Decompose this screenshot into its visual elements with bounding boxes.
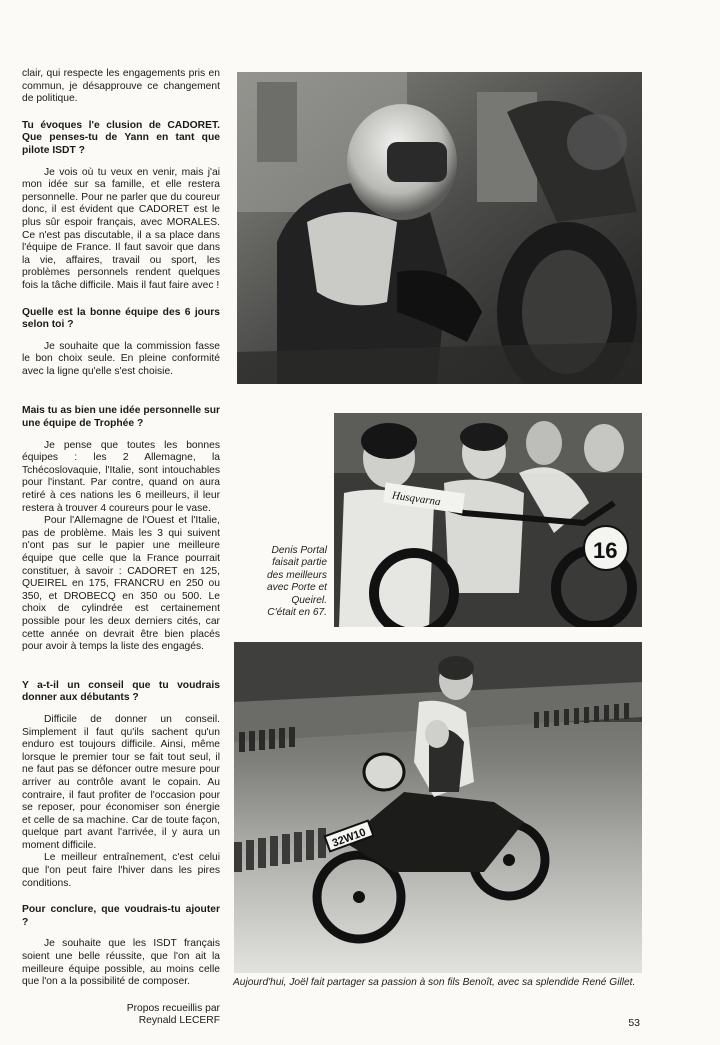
race-number: 16: [593, 538, 618, 563]
caption-rene-gillet: [233, 977, 643, 989]
answer: Difficile de donner un conseil. Simplement il faut qu'ils sachent qu'un enduro est toujours difficile. Ainsi, même lorsque le premier tour se fait tout seul, il ne faut pas se défoncer outre mesure pour arriver au contrôle avant le copain. Au contraire, il faut profiter de l'occasion pour se reposer, pour économiser son énergie et celle de sa machine. Car de toute façon, quelque part avant l'arrivée, il y aura un moment difficile.: [22, 713, 220, 851]
caption-denis-portal: [262, 545, 327, 619]
paragraph: clair, qui respecte les engagements pris en commun, je désapprouve ce changement de politique.: [22, 68, 220, 105]
photo-denis-portal: [334, 413, 642, 627]
credit-line: Propos recueillis par: [126, 1002, 220, 1014]
text-column: [22, 68, 220, 1028]
question: Mais tu as bien une idée personnelle sur une équipe de Trophée ?: [22, 405, 220, 430]
credit-author: Reynald LECERF: [138, 1015, 220, 1027]
photo-rene-gillet: [234, 642, 642, 973]
caption-text: Aujourd'hui, Joël fait partager sa passion à son fils Benoît, avec sa splendide René Gillet.: [233, 977, 636, 988]
caption-text: Denis Portal faisait partie des meilleurs avec Porte et Queirel. C'était en 67.: [266, 545, 327, 619]
photo-rider-repair: [237, 72, 642, 384]
bike-brand-text: Husqvarna: [391, 489, 442, 509]
question: Pour conclure, que voudrais-tu ajouter ?: [22, 904, 220, 928]
answer: Je souhaite que les ISDT français soient une belle réussite, que l'on ait la meilleure équipe possible, au moins celle que l'on a la possibilité de composer.: [22, 938, 220, 988]
answer: Je souhaite que la commission fasse le bon choix seule. En pleine conformité avec la ligne qu'elle s'est choisie.: [22, 340, 220, 377]
question: Y a-t-il un conseil que tu voudrais donner aux débutants ?: [22, 679, 220, 704]
question: Quelle est la bonne équipe des 6 jours selon toi ?: [22, 306, 220, 331]
license-plate: 32W10: [330, 826, 368, 850]
question: Tu évoques l'e clusion de CADORET. Que penses-tu de Yann en tant que pilote ISDT ?: [22, 119, 220, 156]
answer: Pour l'Allemagne de l'Ouest et l'Italie, pas de problème. Mais les 3 qui suivent n'ont pas sur le papier une meilleure équipe que celle que la France pourrait constituer, à savoir : CADORET en 125, QUEIREL en 175, FRANCRU en 250 ou 350, et DROBECQ en 350 ou 500. Le choix de cylindrée est certainement possible pour les deux derniers cités, car cette année on devrait être bien placés pour avoir à temps la liste des engagés.: [22, 515, 220, 653]
page-number: 53: [628, 1017, 640, 1029]
answer: Le meilleur entraînement, c'est celui que l'on peut faire l'hiver dans les pires conditions.: [22, 852, 220, 889]
answer: Je pense que toutes les bonnes équipes : les 2 Allemagne, la Tchécoslovaquie, l'Italie, sont intouchables pour l'instant. Par contre, quand on aura retiré à ces nations les 6 meilleurs, il leur restera à trouver 4 coureurs pour le vase.: [22, 439, 220, 514]
answer: Je vois où tu veux en venir, mais j'ai mon idée sur sa famille, et elle restera personnelle. Pour ne parler que du coureur donc, il est évident que CADORET est le plus sûr espoir français, avec MORALES. Ce n'est pas discutable, il a sa place dans l'équipe de France. Il faut savoir que dans la vie, affaires, travail ou sport, les problèmes personnels rendent quelques fois la tâche difficile. Mais il faut faire avec !: [22, 166, 220, 291]
